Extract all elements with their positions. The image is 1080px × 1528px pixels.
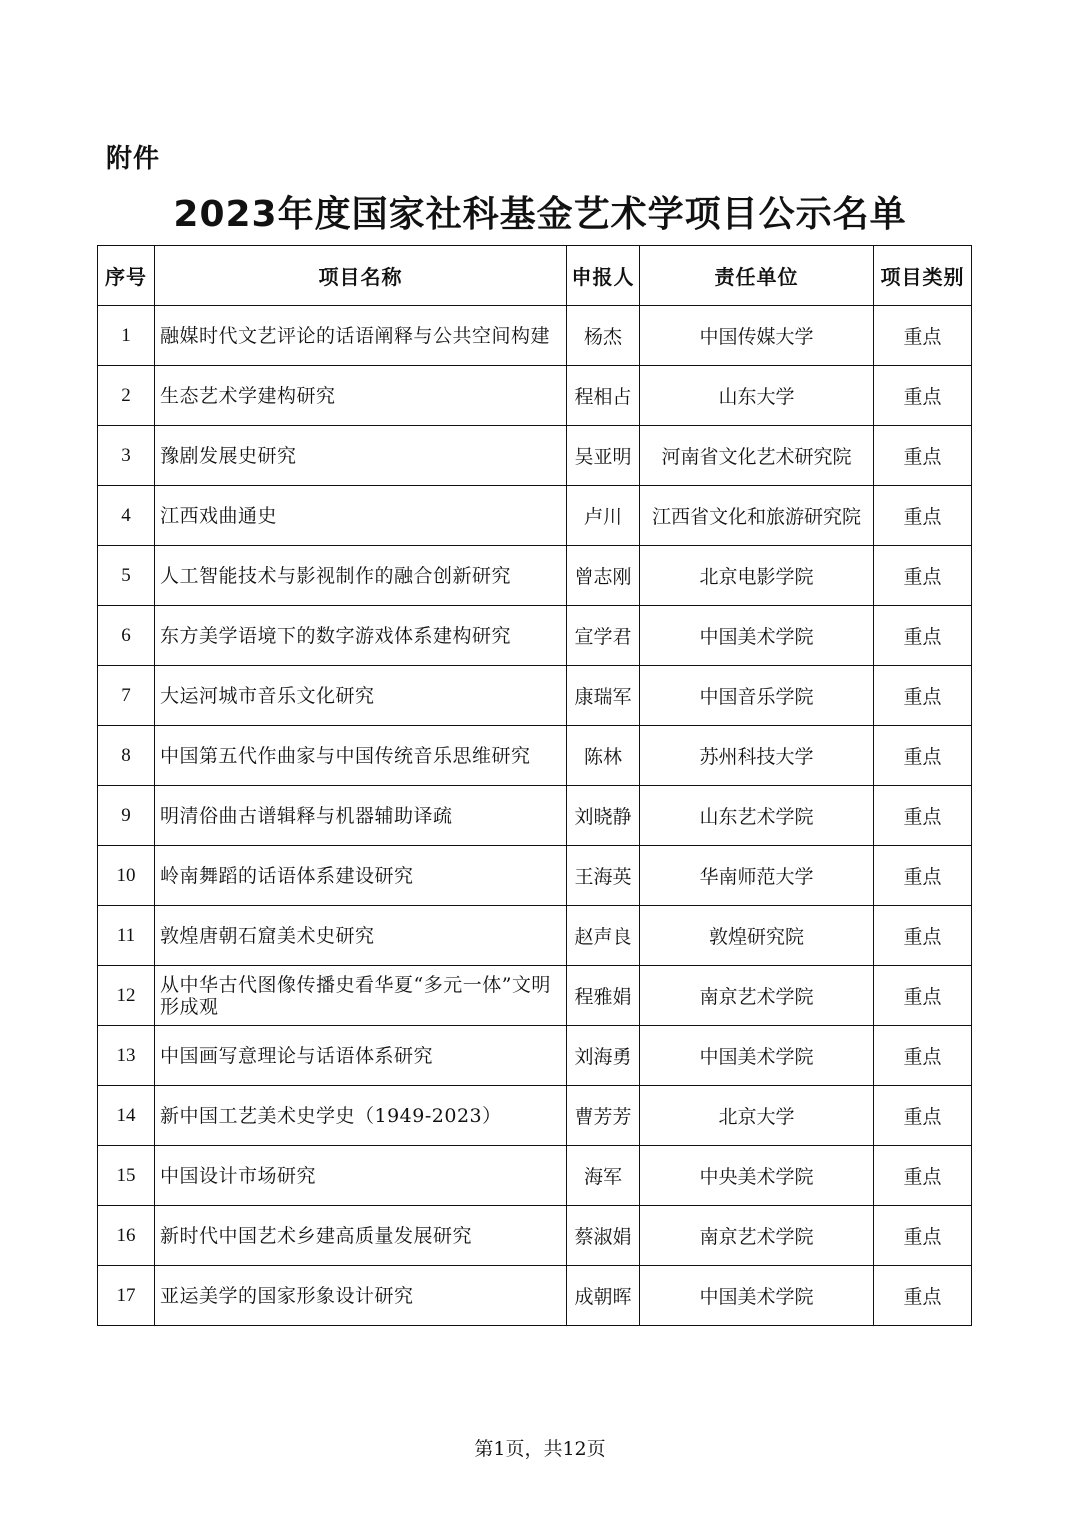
table-header-row <box>98 246 972 306</box>
cell-applicant: 刘晓静 <box>567 786 640 846</box>
cell-seq: 14 <box>98 1086 155 1146</box>
cell-category: 重点 <box>874 486 972 546</box>
cell-category: 重点 <box>874 1146 972 1206</box>
cell-seq: 13 <box>98 1026 155 1086</box>
table-row <box>98 546 972 606</box>
cell-applicant: 吴亚明 <box>567 426 640 486</box>
cell-seq: 3 <box>98 426 155 486</box>
cell-applicant: 赵声良 <box>567 906 640 966</box>
table-row <box>98 486 972 546</box>
cell-category: 重点 <box>874 306 972 366</box>
cell-applicant: 陈林 <box>567 726 640 786</box>
cell-unit: 中央美术学院 <box>640 1146 874 1206</box>
cell-project-name: 敦煌唐朝石窟美术史研究 <box>155 906 567 966</box>
project-table <box>97 245 972 1326</box>
table-row <box>98 426 972 486</box>
cell-project-name: 中国设计市场研究 <box>155 1146 567 1206</box>
cell-applicant: 程相占 <box>567 366 640 426</box>
cell-project-name: 新时代中国艺术乡建高质量发展研究 <box>155 1206 567 1266</box>
header-project-name: 项目名称 <box>155 246 567 306</box>
cell-unit: 山东大学 <box>640 366 874 426</box>
cell-category: 重点 <box>874 426 972 486</box>
cell-applicant: 卢川 <box>567 486 640 546</box>
cell-category: 重点 <box>874 906 972 966</box>
cell-category: 重点 <box>874 366 972 426</box>
cell-project-name: 新中国工艺美术史学史（1949-2023） <box>155 1086 567 1146</box>
cell-unit: 中国美术学院 <box>640 1266 874 1326</box>
cell-seq: 6 <box>98 606 155 666</box>
header-applicant: 申报人 <box>567 246 640 306</box>
table-row <box>98 306 972 366</box>
cell-unit: 华南师范大学 <box>640 846 874 906</box>
cell-project-name: 中国第五代作曲家与中国传统音乐思维研究 <box>155 726 567 786</box>
cell-project-name: 生态艺术学建构研究 <box>155 366 567 426</box>
table-row <box>98 846 972 906</box>
cell-unit: 北京电影学院 <box>640 546 874 606</box>
cell-project-name: 从中华古代图像传播史看华夏“多元一体”文明形成观 <box>155 966 567 1026</box>
cell-applicant: 曾志刚 <box>567 546 640 606</box>
cell-category: 重点 <box>874 666 972 726</box>
cell-category: 重点 <box>874 1266 972 1326</box>
cell-seq: 8 <box>98 726 155 786</box>
cell-project-name: 亚运美学的国家形象设计研究 <box>155 1266 567 1326</box>
cell-category: 重点 <box>874 966 972 1026</box>
cell-applicant: 王海英 <box>567 846 640 906</box>
cell-project-name: 大运河城市音乐文化研究 <box>155 666 567 726</box>
cell-applicant: 杨杰 <box>567 306 640 366</box>
header-unit: 责任单位 <box>640 246 874 306</box>
table-row <box>98 1026 972 1086</box>
page-title: 2023年度国家社科基金艺术学项目公示名单 <box>173 194 907 235</box>
cell-seq: 9 <box>98 786 155 846</box>
cell-unit: 中国传媒大学 <box>640 306 874 366</box>
cell-category: 重点 <box>874 1026 972 1086</box>
cell-seq: 12 <box>98 966 155 1026</box>
cell-project-name: 人工智能技术与影视制作的融合创新研究 <box>155 546 567 606</box>
table-row <box>98 1086 972 1146</box>
cell-unit: 中国美术学院 <box>640 606 874 666</box>
cell-unit: 江西省文化和旅游研究院 <box>640 486 874 546</box>
table-row <box>98 786 972 846</box>
cell-applicant: 蔡淑娟 <box>567 1206 640 1266</box>
cell-category: 重点 <box>874 546 972 606</box>
attachment-label: 附件 <box>106 144 161 174</box>
cell-seq: 17 <box>98 1266 155 1326</box>
cell-project-name: 豫剧发展史研究 <box>155 426 567 486</box>
cell-applicant: 刘海勇 <box>567 1026 640 1086</box>
cell-seq: 2 <box>98 366 155 426</box>
cell-unit: 中国美术学院 <box>640 1026 874 1086</box>
cell-seq: 10 <box>98 846 155 906</box>
table-row <box>98 1146 972 1206</box>
header-category: 项目类别 <box>874 246 972 306</box>
cell-seq: 1 <box>98 306 155 366</box>
cell-seq: 7 <box>98 666 155 726</box>
cell-unit: 北京大学 <box>640 1086 874 1146</box>
cell-applicant: 曹芳芳 <box>567 1086 640 1146</box>
cell-category: 重点 <box>874 1086 972 1146</box>
cell-category: 重点 <box>874 846 972 906</box>
cell-project-name: 东方美学语境下的数字游戏体系建构研究 <box>155 606 567 666</box>
table-row <box>98 606 972 666</box>
cell-applicant: 康瑞军 <box>567 666 640 726</box>
cell-seq: 16 <box>98 1206 155 1266</box>
header-seq: 序号 <box>98 246 155 306</box>
table-row <box>98 366 972 426</box>
cell-applicant: 程雅娟 <box>567 966 640 1026</box>
cell-category: 重点 <box>874 606 972 666</box>
cell-applicant: 成朝晖 <box>567 1266 640 1326</box>
cell-unit: 河南省文化艺术研究院 <box>640 426 874 486</box>
cell-category: 重点 <box>874 1206 972 1266</box>
cell-project-name: 明清俗曲古谱辑释与机器辅助译疏 <box>155 786 567 846</box>
table-row <box>98 1266 972 1326</box>
table-row <box>98 906 972 966</box>
cell-unit: 山东艺术学院 <box>640 786 874 846</box>
cell-seq: 15 <box>98 1146 155 1206</box>
cell-unit: 苏州科技大学 <box>640 726 874 786</box>
cell-project-name: 岭南舞蹈的话语体系建设研究 <box>155 846 567 906</box>
cell-seq: 4 <box>98 486 155 546</box>
table-row <box>98 966 972 1026</box>
cell-project-name: 融媒时代文艺评论的话语阐释与公共空间构建 <box>155 306 567 366</box>
cell-seq: 5 <box>98 546 155 606</box>
page-footer: 第1页，共12页 <box>474 1438 606 1460</box>
table-row <box>98 1206 972 1266</box>
table-row <box>98 726 972 786</box>
cell-project-name: 中国画写意理论与话语体系研究 <box>155 1026 567 1086</box>
table-row <box>98 666 972 726</box>
cell-applicant: 宣学君 <box>567 606 640 666</box>
cell-seq: 11 <box>98 906 155 966</box>
cell-unit: 南京艺术学院 <box>640 1206 874 1266</box>
cell-project-name: 江西戏曲通史 <box>155 486 567 546</box>
cell-applicant: 海军 <box>567 1146 640 1206</box>
cell-category: 重点 <box>874 726 972 786</box>
cell-category: 重点 <box>874 786 972 846</box>
cell-unit: 南京艺术学院 <box>640 966 874 1026</box>
cell-unit: 敦煌研究院 <box>640 906 874 966</box>
cell-unit: 中国音乐学院 <box>640 666 874 726</box>
